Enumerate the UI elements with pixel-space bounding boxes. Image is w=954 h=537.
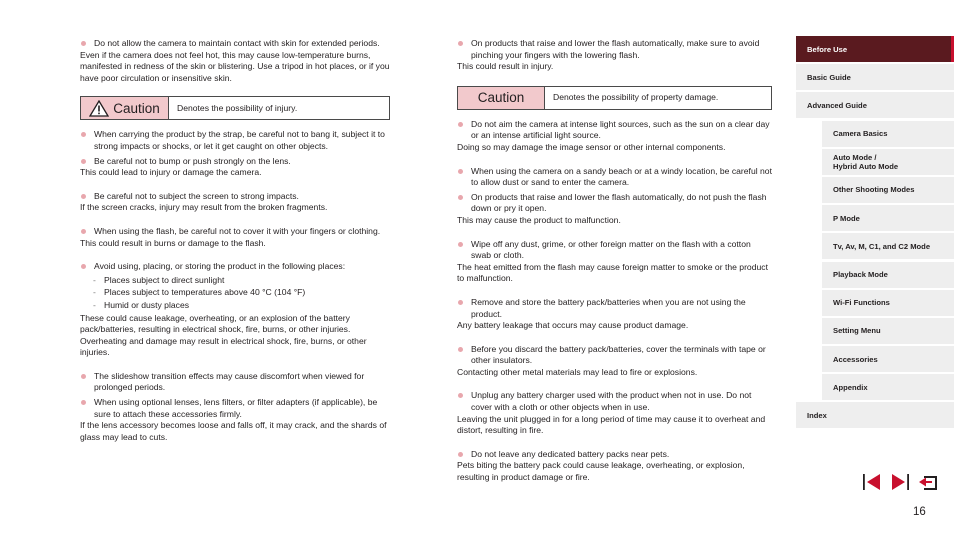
bullet-icon: [458, 195, 463, 200]
sidebar-item-before-use[interactable]: Before Use: [796, 36, 954, 62]
next-page-button[interactable]: [889, 471, 911, 493]
warning-item: Before you discard the battery pack/batteries, cover the terminals with tape or other insulators. Contacting other metal materials may lead to fire or explosions.: [457, 343, 766, 377]
bullet-icon: [81, 264, 86, 269]
right-column: [457, 38, 772, 496]
bullet-icon: [458, 169, 463, 174]
caution-description: Denotes the possibility of injury.: [177, 102, 298, 113]
page-navigation: [861, 471, 939, 493]
caution-label: Caution: [81, 97, 169, 119]
caution-label: Caution: [458, 87, 545, 109]
left-column: [80, 38, 390, 455]
warning-item: On products that raise and lower the flash automatically, do not push the flash down or pry it open. This may cause the product to malfunction.: [457, 191, 767, 225]
warning-item: Be careful not to bump or push strongly on the lens. This could lead to injury or damage the camera.: [80, 155, 291, 178]
sidebar-item-setting-menu[interactable]: Setting Menu: [822, 318, 954, 344]
page-number: 16: [913, 506, 926, 518]
warning-item: When using the camera on a sandy beach or at a windy location, be careful not to allow dust or sand to enter the camera.: [457, 166, 772, 189]
prev-page-button[interactable]: [861, 471, 883, 493]
prev-page-icon: [862, 472, 882, 492]
sidebar-item-accessories[interactable]: Accessories: [822, 346, 954, 372]
bullet-icon: [458, 347, 463, 352]
warning-item: Be careful not to subject the screen to strong impacts. If the screen cracks, injury may result from the broken fragments.: [80, 190, 328, 213]
bullet-icon: [81, 41, 86, 46]
sidebar-item-p-mode[interactable]: P Mode: [822, 205, 954, 231]
bullet-icon: [458, 41, 463, 46]
sidebar-item-basic-guide[interactable]: Basic Guide: [796, 64, 954, 90]
sidebar-item-camera-basics[interactable]: Camera Basics: [822, 121, 954, 147]
warning-item: Wipe off any dust, grime, or other foreign matter on the flash with a cotton swab or cloth. The heat emitted from the flash may cause foreign matter to smoke or the product to malfunction.: [457, 238, 768, 284]
warning-triangle-icon: [89, 100, 109, 117]
sidebar-item-advanced-guide[interactable]: Advanced Guide: [796, 92, 954, 118]
warning-item: Do not aim the camera at intense light sources, such as the sun on a clear day or an intense artificial light source. Doing so may damage the image sensor or other internal components.: [457, 118, 770, 152]
warning-item: Unplug any battery charger used with the product when not in use. Do not cover with a cloth or other objects when in use. Leaving the unit plugged in for a long period of time may cause it to overheat and distort, resulting in fire.: [457, 390, 766, 436]
warning-item: When using the flash, be careful not to cover it with your fingers or clothing. This could result in burns or damage to the flash.: [80, 225, 381, 248]
return-icon: [918, 472, 938, 492]
bullet-icon: [458, 452, 463, 457]
bullet-icon: [81, 159, 86, 164]
next-page-icon: [890, 472, 910, 492]
bullet-icon: [458, 242, 463, 247]
return-button[interactable]: [917, 471, 939, 493]
warning-item: When carrying the product by the strap, be careful not to bang it, subject it to strong impacts or shocks, or let it get caught on other objects.: [80, 129, 390, 152]
warning-item: On products that raise and lower the flash automatically, make sure to avoid pinching your fingers with the lowering flash. This could result in injury.: [457, 38, 760, 72]
warning-item: Do not allow the camera to maintain contact with skin for extended periods. Even if the camera does not feel hot, this may cause low-temperature burns, manifested in redness of the skin or blistering. Use a tripod in hot places, or if you have poor circulation or insensitive skin.: [80, 38, 390, 83]
bullet-icon: [458, 122, 463, 127]
caution-box-injury: [80, 96, 390, 120]
bullet-icon: [81, 194, 86, 199]
bullet-icon: [81, 400, 86, 405]
warning-item: Do not leave any dedicated battery packs near pets. Pets biting the battery pack could cause leakage, overheating, or explosion, resulting in product damage or fire.: [457, 448, 745, 483]
bullet-icon: [81, 374, 86, 379]
warning-item: When using optional lenses, lens filters, or filter adapters (if applicable), be sure to attach these accessories firmly. If the lens accessory becomes loose and falls off, it may crack, and the shards of glass may lead to cuts.: [80, 397, 387, 442]
bullet-icon: [81, 229, 86, 234]
sidebar-item-other-shooting-modes[interactable]: Other Shooting Modes: [822, 177, 954, 203]
sidebar-item-tv-av-m-mode[interactable]: Tv, Av, M, C1, and C2 Mode: [822, 233, 954, 259]
sidebar-item-index[interactable]: Index: [796, 402, 954, 428]
sidebar-item-appendix[interactable]: Appendix: [822, 374, 954, 400]
sidebar-item-playback-mode[interactable]: Playback Mode: [822, 262, 954, 288]
warning-item: Remove and store the battery pack/batteries when you are not using the product. Any battery leakage that occurs may cause product damage.: [457, 296, 746, 331]
warning-item: Avoid using, placing, or storing the product in the following places: - Places subject to direct sunlight - Places subject to temperatures above 40 °C (104 °F) - Humid or dusty places These could cause leakage, overheating, or an explosion of the battery pack/batteries, resulting in electrical shock, fire, burns, or other injuries. Overheating and damage may result in electrical shock, fire, burns, or other injuries.: [80, 261, 367, 358]
sidebar-item-wifi-functions[interactable]: Wi-Fi Functions: [822, 290, 954, 316]
sidebar-item-auto-mode[interactable]: Auto Mode / Hybrid Auto Mode: [822, 149, 954, 175]
bullet-icon: [458, 393, 463, 398]
caution-description: Denotes the possibility of property damage.: [553, 91, 719, 102]
caution-box-property: [457, 86, 772, 110]
warning-item: The slideshow transition effects may cause discomfort when viewed for prolonged periods.: [80, 371, 390, 394]
bullet-icon: [458, 300, 463, 305]
sidebar-nav: [796, 36, 954, 431]
bullet-icon: [81, 132, 86, 137]
